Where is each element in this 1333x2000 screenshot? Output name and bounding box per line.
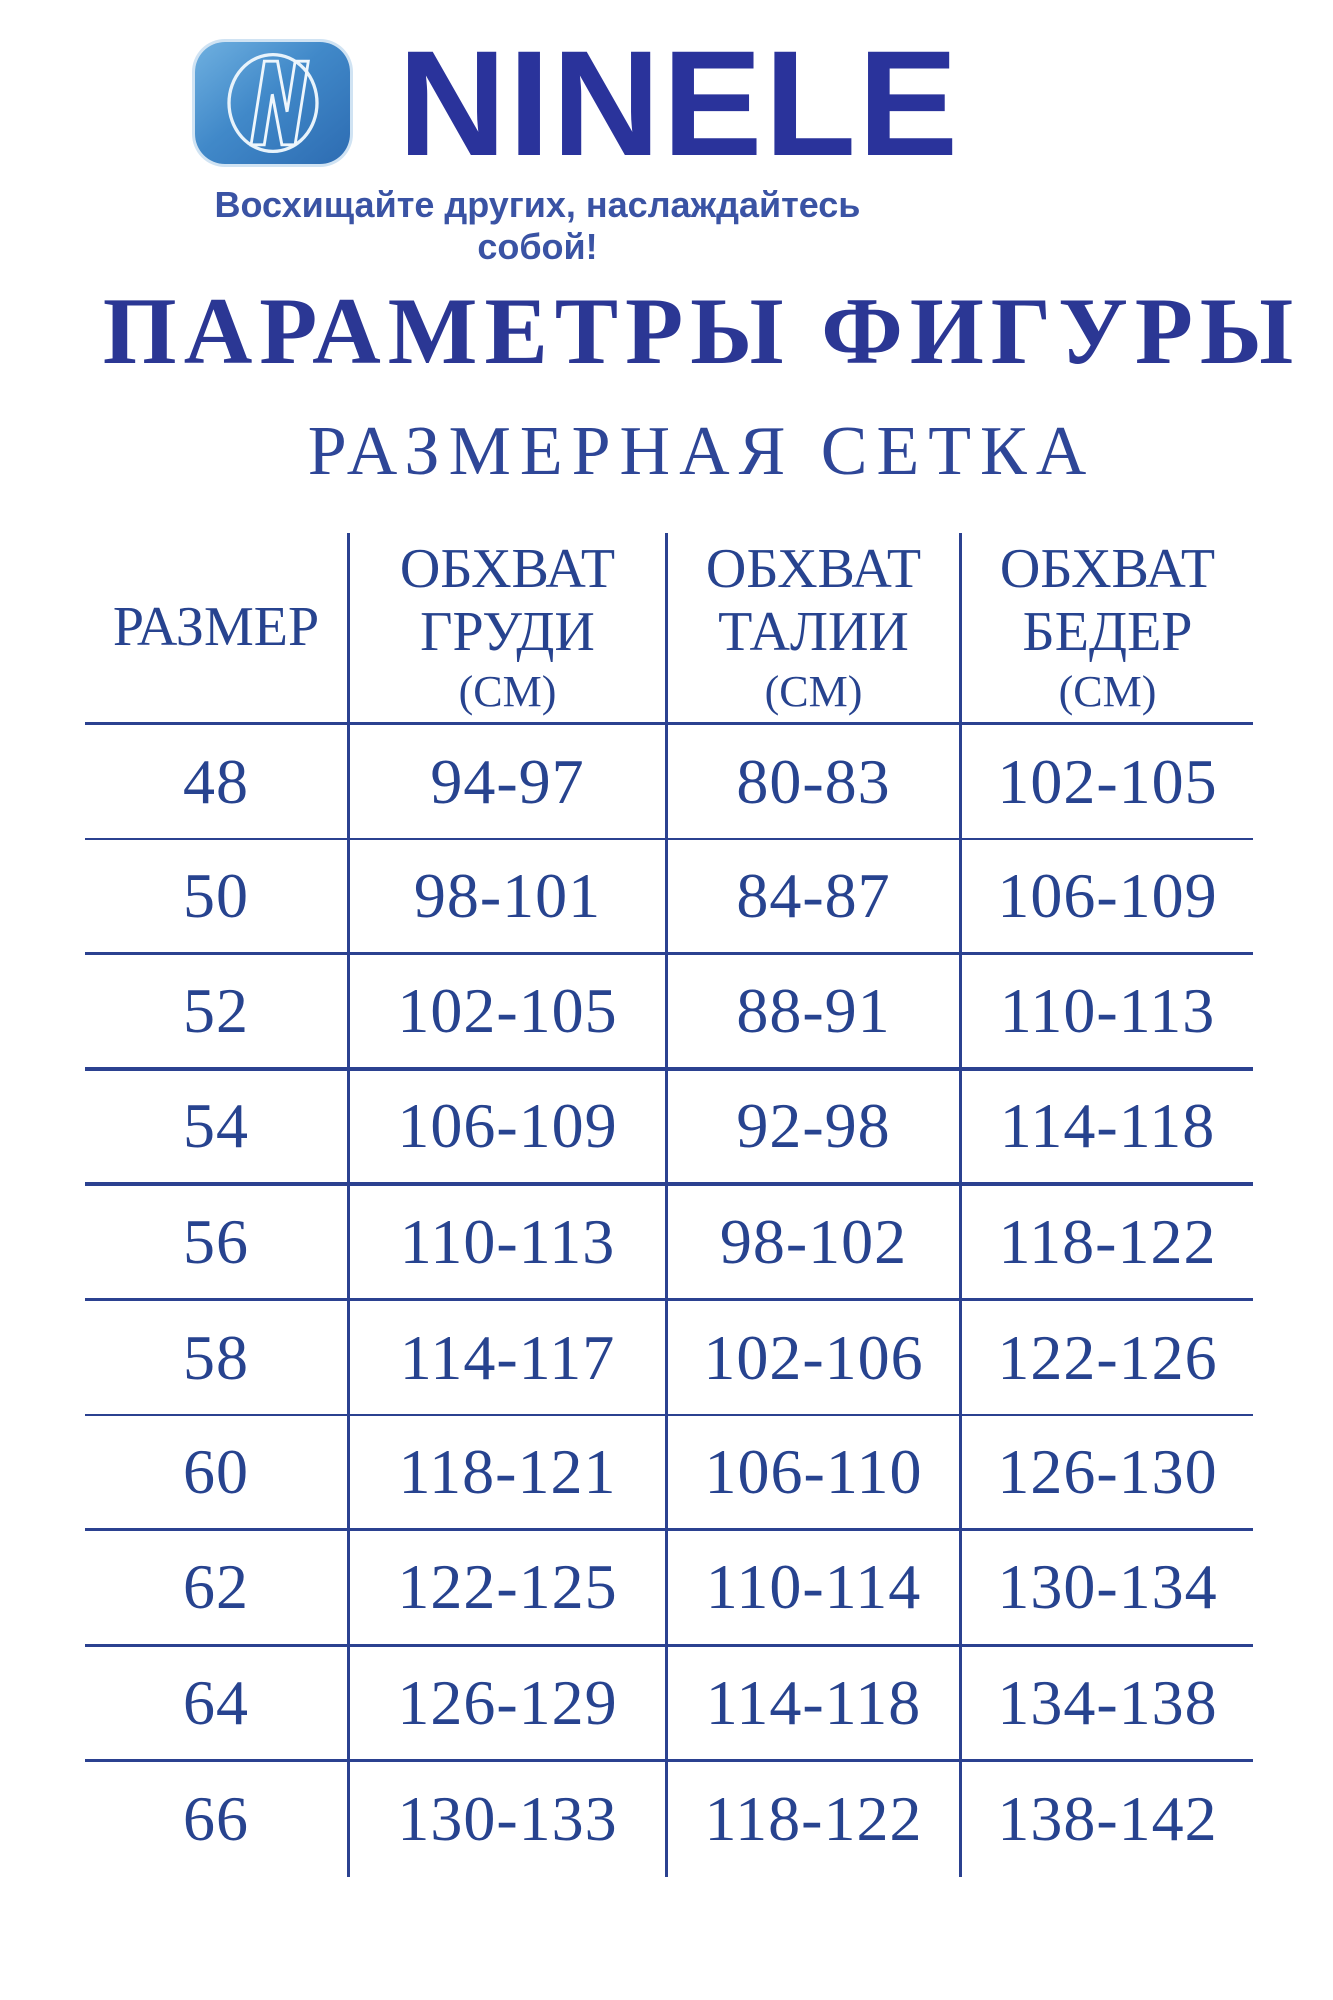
- table-cell: 84-87: [668, 840, 962, 955]
- table-cell: 92-98: [668, 1071, 962, 1186]
- table-cell: 102-105: [962, 725, 1253, 840]
- column-header-label: ОБХВАТ ГРУДИ: [399, 538, 616, 663]
- table-cell: 118-122: [962, 1186, 1253, 1301]
- page-title: ПАРАМЕТРЫ ФИГУРЫ: [102, 278, 1301, 384]
- table-cell: 52: [85, 955, 350, 1070]
- table-cell: 106-109: [962, 840, 1253, 955]
- table-cell: 114-118: [962, 1071, 1253, 1186]
- table-cell: 80-83: [668, 725, 962, 840]
- column-header-hips: [962, 533, 1253, 725]
- table-cell: 64: [85, 1647, 350, 1762]
- column-header-waist: [668, 533, 962, 725]
- table-cell: 130-134: [962, 1531, 1253, 1646]
- size-table: [85, 533, 1253, 1877]
- brand-tagline: Восхищайте других, наслаждайтесь собой!: [214, 184, 861, 267]
- table-cell: 58: [85, 1301, 350, 1416]
- table-cell: 88-91: [668, 955, 962, 1070]
- table-cell: 106-110: [668, 1416, 962, 1531]
- table-cell: 122-125: [350, 1531, 668, 1646]
- column-header-label: РАЗМЕР: [112, 596, 320, 659]
- logo-n-glyph: [204, 48, 342, 158]
- table-cell: 110-113: [350, 1186, 668, 1301]
- table-cell: 122-126: [962, 1301, 1253, 1416]
- table-cell: 106-109: [350, 1071, 668, 1186]
- brand-row: [195, 19, 961, 187]
- table-cell: 60: [85, 1416, 350, 1531]
- column-header-size: [85, 533, 350, 725]
- table-cell: 126-129: [350, 1647, 668, 1762]
- table-cell: 138-142: [997, 1783, 1218, 1855]
- table-cell: 50: [85, 840, 350, 955]
- ninele-logo-icon: [195, 42, 350, 164]
- brand-name: NINELE: [398, 19, 961, 187]
- table-cell: 110-114: [668, 1531, 962, 1646]
- table-cell: 56: [85, 1186, 350, 1301]
- table-cell: 134-138: [962, 1647, 1253, 1762]
- table-cell: 94-97: [350, 725, 668, 840]
- table-cell: 102-105: [350, 955, 668, 1070]
- table-cell: 48: [85, 725, 350, 840]
- table-cell: 66: [85, 1762, 350, 1877]
- table-cell: 114-117: [350, 1301, 668, 1416]
- column-header-label: ОБХВАТ ТАЛИИ: [705, 538, 922, 663]
- table-cell: 118-121: [350, 1416, 668, 1531]
- column-header-unit: (СМ): [458, 666, 557, 716]
- column-header-chest: [350, 533, 668, 725]
- table-cell: 126-130: [962, 1416, 1253, 1531]
- table-cell: 130-133: [350, 1762, 668, 1877]
- column-header-unit: (СМ): [764, 666, 863, 716]
- table-cell: 98-101: [350, 840, 668, 955]
- table-cell: 118-122: [668, 1762, 962, 1877]
- page-subtitle: РАЗМЕРНАЯ СЕТКА: [307, 413, 1096, 490]
- table-cell: 102-106: [668, 1301, 962, 1416]
- table-cell: 114-118: [668, 1647, 962, 1762]
- table-cell: 62: [85, 1531, 350, 1646]
- table-cell: 54: [85, 1071, 350, 1186]
- column-header-unit: (СМ): [1058, 666, 1157, 716]
- table-cell: 98-102: [668, 1186, 962, 1301]
- column-header-label: ОБХВАТ БЕДЕР: [999, 538, 1216, 663]
- table-cell: 110-113: [962, 955, 1253, 1070]
